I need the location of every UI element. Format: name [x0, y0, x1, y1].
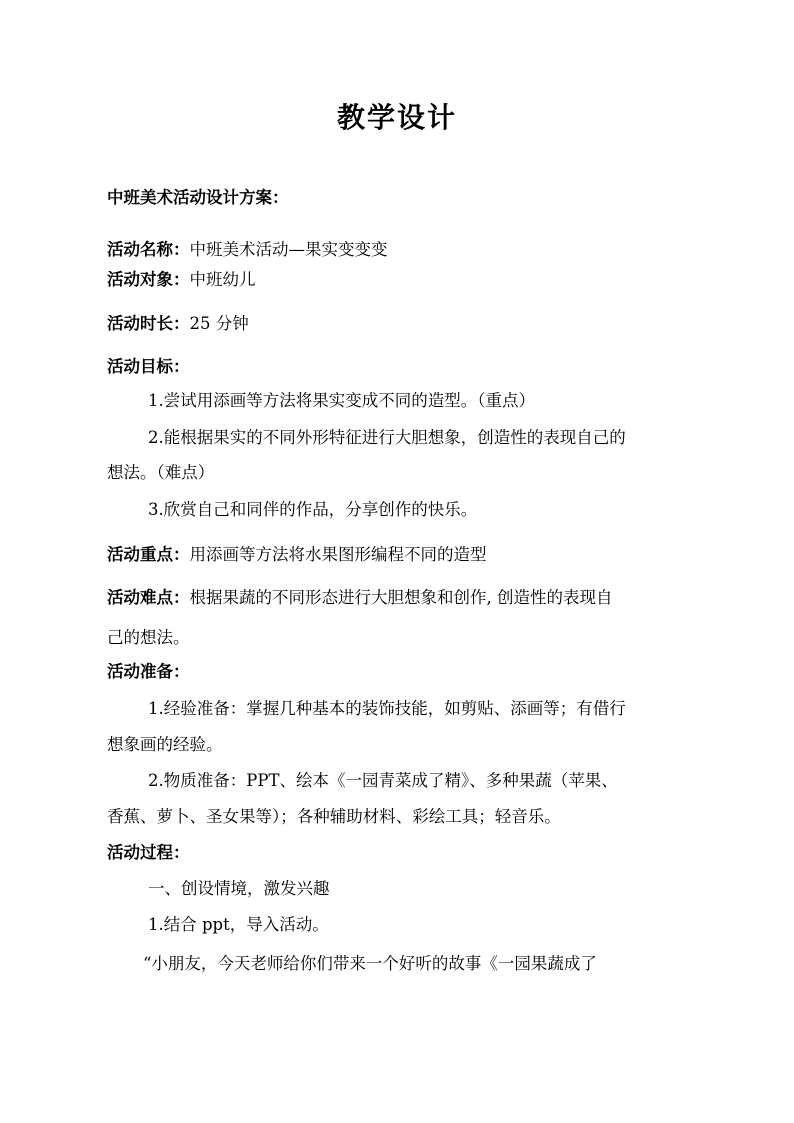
- prep-item-1-line-2: 想象画的经验。: [107, 735, 223, 754]
- goal-item-1: 1.尝试用添画等方法将果实变成不同的造型。（重点）: [148, 391, 535, 410]
- prep-item-2-line-2: 香蕉、萝卜、圣女果等）；各种辅助材料、彩绘工具；轻音乐。: [107, 807, 561, 826]
- goal-item-2-line-2: 想法。（难点）: [107, 463, 215, 482]
- prep-item-1-line-1: 1.经验准备：掌握几种基本的装饰技能，如剪贴、添画等；有借行: [148, 699, 626, 718]
- activity-target-row: 活动对象：中班幼儿: [107, 270, 256, 289]
- process-quote: “小朋友，今天老师给你们带来一个好听的故事《一园果蔬成了: [143, 954, 597, 973]
- process-step-1-1: 1.结合 ppt，导入活动。: [148, 915, 329, 934]
- page-title: 教学设计: [336, 101, 457, 134]
- goals-heading: 活动目标：: [107, 357, 190, 376]
- prep-heading: 活动准备：: [107, 662, 190, 681]
- activity-duration-row: 活动时长：25 分钟: [107, 314, 249, 333]
- difficulty-row-line-1: 活动难点：根据果蔬的不同形态进行大胆想象和创作, 创造性的表现自: [107, 588, 613, 607]
- plan-heading: 中班美术活动设计方案：: [107, 188, 289, 207]
- goal-item-2-line-1: 2.能根据果实的不同外形特征进行大胆想象，创造性的表现自己的: [148, 428, 626, 447]
- key-point-row: 活动重点：用添画等方法将水果图形编程不同的造型: [107, 545, 487, 564]
- process-heading: 活动过程：: [107, 843, 190, 862]
- goal-item-3: 3.欣赏自己和同伴的作品，分享创作的快乐。: [148, 500, 478, 519]
- process-step-1: 一、创设情境，激发兴趣: [148, 879, 330, 898]
- difficulty-row-line-2: 己的想法。: [107, 628, 190, 647]
- prep-item-2-line-1: 2.物质准备：PPT、绘本《一园青菜成了精》、多种果蔬（苹果、: [148, 771, 618, 790]
- activity-name-row: 活动名称：中班美术活动—果实变变变: [107, 240, 388, 259]
